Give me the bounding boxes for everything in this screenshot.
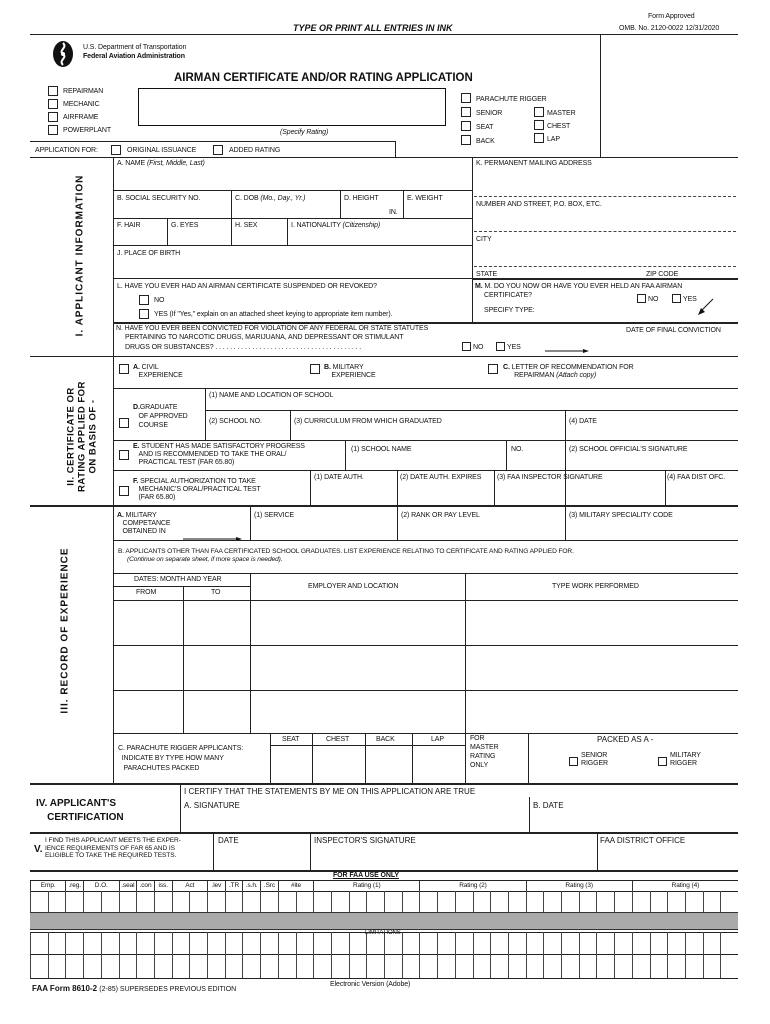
faa-grid-cell[interactable] xyxy=(561,932,579,954)
faa-column-header: Rating (4) xyxy=(632,881,738,891)
faa-grid-cell[interactable] xyxy=(331,932,349,954)
faa-grid-cell[interactable] xyxy=(48,891,66,912)
section-4-title: IV. APPLICANT'S CERTIFICATION xyxy=(36,798,124,823)
suspended-yes-label: YES (If "Yes," explain on an attached sheet keying to appropriate item number). xyxy=(154,311,393,318)
faa-grid-cell[interactable] xyxy=(703,932,721,954)
faa-grid-cell[interactable] xyxy=(437,932,455,954)
faa-grid-cell[interactable] xyxy=(101,954,119,978)
faa-grid-cell[interactable] xyxy=(703,954,721,978)
faa-column-header: Rating (2) xyxy=(419,881,525,891)
graduation-date-label: (4) DATE xyxy=(569,418,597,425)
dept-name: U.S. Department of Transportation xyxy=(83,44,187,51)
faa-column-header: Rating (3) xyxy=(526,881,632,891)
weight-label: E. WEIGHT xyxy=(407,195,443,202)
held-certificate-question-2: CERTIFICATE? xyxy=(484,292,532,299)
faa-grid-cell[interactable] xyxy=(526,932,544,954)
limitations-label: LIMITATIONS xyxy=(365,930,401,936)
faa-grid-cell[interactable] xyxy=(473,932,491,954)
faa-grid-cell[interactable] xyxy=(490,891,508,912)
omb-number: OMB. No. 2120-0022 12/31/2020 xyxy=(619,25,720,32)
faa-grid-cell[interactable] xyxy=(136,954,154,978)
senior-checkbox[interactable] xyxy=(461,107,471,117)
signature-input[interactable] xyxy=(181,812,529,831)
street-label: NUMBER AND STREET, P.O. BOX, ETC. xyxy=(476,201,602,208)
faa-grid-cell[interactable] xyxy=(313,954,331,978)
to-label: TO xyxy=(211,589,221,596)
sex-label: H. SEX xyxy=(235,222,258,229)
arrow-right-icon xyxy=(183,530,243,548)
faa-grid-cell[interactable] xyxy=(455,891,473,912)
faa-grid-cell[interactable] xyxy=(207,891,225,912)
faa-grid-cell[interactable] xyxy=(650,954,668,978)
faa-grid-cell[interactable] xyxy=(384,954,402,978)
dates-label: DATES: MONTH AND YEAR xyxy=(134,576,222,583)
back-label: BACK xyxy=(476,138,495,145)
faa-grid-cell[interactable] xyxy=(278,932,296,954)
experience-hint: (Continue on separate sheet, if more space is needed). xyxy=(127,556,283,563)
faa-grid-cell[interactable] xyxy=(632,891,650,912)
faa-grid-cell[interactable] xyxy=(561,954,579,978)
faa-grid-cell[interactable] xyxy=(614,932,632,954)
school-no-label: (2) SCHOOL NO. xyxy=(209,418,262,425)
military-rigger-label: MILITARY RIGGER xyxy=(670,752,701,767)
faa-grid-cell[interactable] xyxy=(101,932,119,954)
form-approved: Form Approved xyxy=(648,13,695,20)
faa-column-header: D.O. xyxy=(83,881,118,891)
employer-label: EMPLOYER AND LOCATION xyxy=(308,583,399,590)
faa-grid-cell[interactable] xyxy=(561,891,579,912)
work-performed-label: TYPE WORK PERFORMED xyxy=(552,583,639,590)
faa-column-header: iss. xyxy=(154,881,172,891)
faa-grid-cell[interactable] xyxy=(154,954,172,978)
packed-as-label: PACKED AS A - xyxy=(597,735,654,744)
faa-grid-cell[interactable] xyxy=(260,954,278,978)
arrow-icon xyxy=(696,297,716,322)
conviction-date-label: DATE OF FINAL CONVICTION xyxy=(626,327,721,334)
conviction-yes-label: YES xyxy=(507,344,521,351)
ssn-label: B. SOCIAL SECURITY NO. xyxy=(117,195,201,202)
faa-grid-cell[interactable] xyxy=(614,891,632,912)
faa-grid-cell[interactable] xyxy=(83,954,101,978)
faa-grid-cell[interactable] xyxy=(65,954,83,978)
conviction-yes-checkbox[interactable] xyxy=(496,342,505,351)
specify-type-label: SPECIFY TYPE: xyxy=(484,307,535,314)
signature-label: A. SIGNATURE xyxy=(184,801,240,810)
faa-grid-cell[interactable] xyxy=(614,954,632,978)
back-count-label: BACK xyxy=(376,736,395,743)
faa-grid-cell[interactable] xyxy=(30,954,48,978)
faa-grid-cell[interactable] xyxy=(225,954,243,978)
conviction-question-3: DRUGS OR SUBSTANCES? . . . . . . . . . . . . . . . . . . . . . . . . . . . . . . . . . . . . . . . . xyxy=(125,344,362,351)
faa-grid-cell[interactable] xyxy=(419,891,437,912)
mechanic-label: MECHANIC xyxy=(63,101,100,108)
rank-label: (2) RANK OR PAY LEVEL xyxy=(401,512,480,519)
faa-grid-cell[interactable] xyxy=(278,954,296,978)
faa-grid-cell[interactable] xyxy=(189,932,207,954)
faa-grid-cell[interactable] xyxy=(685,932,703,954)
faa-grid-cell[interactable] xyxy=(65,891,83,912)
faa-grid-cell[interactable] xyxy=(650,891,668,912)
faa-grid-cell[interactable] xyxy=(437,954,455,978)
e-no-label: NO. xyxy=(511,446,524,453)
inspector-signature-label: (3) FAA INSPECTOR SIGNATURE xyxy=(497,474,603,481)
faa-grid-cell[interactable] xyxy=(260,932,278,954)
conviction-question-2: PERTAINING TO NARCOTIC DRUGS, MARIJUANA, AND DEPRESSANT OR STIMULANT xyxy=(125,334,404,341)
faa-grid-cell[interactable] xyxy=(490,932,508,954)
experience-row[interactable] xyxy=(114,691,737,733)
faa-grid-cell[interactable] xyxy=(296,891,314,912)
held-certificate-question: M. M. DO YOU NOW OR HAVE YOU EVER HELD AN FAA AIRMAN xyxy=(475,283,683,290)
faa-grid-cell[interactable] xyxy=(225,932,243,954)
faa-grid-cell[interactable] xyxy=(296,932,314,954)
faa-grid-cell[interactable] xyxy=(543,891,561,912)
faa-grid-cell[interactable] xyxy=(366,954,384,978)
faa-grid-cell[interactable] xyxy=(136,891,154,912)
lap-checkbox[interactable] xyxy=(534,133,544,143)
faa-column-header: .s.h. xyxy=(242,881,260,891)
faa-grid-cell[interactable] xyxy=(720,932,738,954)
graduate-checkbox[interactable] xyxy=(119,418,129,428)
airframe-label: AIRFRAME xyxy=(63,114,99,121)
faa-grid-cell[interactable] xyxy=(366,891,384,912)
faa-grid-cell[interactable] xyxy=(296,954,314,978)
date-auth-label: (1) DATE AUTH. xyxy=(314,474,364,481)
faa-grid-cell[interactable] xyxy=(207,954,225,978)
rigger-applicants-label: C. PARACHUTE RIGGER APPLICANTS: INDICATE BY TYPE HOW MANY PARACHUTES PACKED xyxy=(118,745,244,772)
faa-grid-cell[interactable] xyxy=(136,932,154,954)
suspended-question: L. HAVE YOU EVER HAD AN AIRMAN CERTIFICATE SUSPENDED OR REVOKED? xyxy=(117,283,377,290)
faa-grid-cell[interactable] xyxy=(65,932,83,954)
powerplant-checkbox[interactable] xyxy=(48,125,58,135)
specify-rating-label: (Specify Rating) xyxy=(280,129,329,136)
faa-grid-cell[interactable] xyxy=(473,954,491,978)
school-official-signature-label: (2) SCHOOL OFFICIAL'S SIGNATURE xyxy=(569,446,688,453)
specialty-code-label: (3) MILITARY SPECIALITY CODE xyxy=(569,512,673,519)
electronic-version: Electronic Version (Adobe) xyxy=(330,981,411,988)
faa-grid-cell[interactable] xyxy=(260,891,278,912)
section-3-title: III. RECORD OF EXPERIENCE xyxy=(59,547,71,714)
faa-grid-cell[interactable] xyxy=(331,891,349,912)
faa-grid-cell[interactable] xyxy=(650,932,668,954)
parachute-rigger-checkbox[interactable] xyxy=(461,93,471,103)
e-school-name-label: (1) SCHOOL NAME xyxy=(351,446,412,453)
dist-office-label: (4) FAA DIST OFC. xyxy=(667,474,726,481)
suspended-no-label: NO xyxy=(154,297,165,304)
held-no-checkbox[interactable] xyxy=(637,294,646,303)
powerplant-label: POWERPLANT xyxy=(63,127,112,134)
form-title: AIRMAN CERTIFICATE AND/OR RATING APPLICATION xyxy=(174,72,473,84)
experience-finding: I FIND THIS APPLICANT MEETS THE EXPER- IENCE REQUIREMENTS OF FAR 65 AND IS ELIGIBLE TO TAKE THE REQUIRED TESTS. xyxy=(45,837,181,859)
faa-grid-cell[interactable] xyxy=(596,891,614,912)
service-label: (1) SERVICE xyxy=(254,512,295,519)
height-label: D. HEIGHT xyxy=(344,195,379,202)
faa-use-title: FOR FAA USE ONLY xyxy=(333,872,399,879)
experience-row[interactable] xyxy=(114,601,737,645)
faa-grid-cell[interactable] xyxy=(30,932,48,954)
faa-grid-cell[interactable] xyxy=(508,932,526,954)
civil-experience-label: A. CIVIL EXPERIENCE xyxy=(133,364,183,379)
lap-count-label: LAP xyxy=(431,736,444,743)
state-label: STATE xyxy=(476,271,498,278)
faa-grid-cell[interactable] xyxy=(490,954,508,978)
added-rating-checkbox[interactable] xyxy=(213,145,223,155)
conviction-no-checkbox[interactable] xyxy=(462,342,471,351)
curriculum-label: (3) CURRICULUM FROM WHICH GRADUATED xyxy=(294,418,442,425)
faa-grid-cell[interactable] xyxy=(119,954,137,978)
faa-column-header: .TR xyxy=(225,881,243,891)
section-5-roman: V. xyxy=(34,844,43,855)
faa-grid-cell[interactable] xyxy=(402,954,420,978)
military-rigger-checkbox[interactable] xyxy=(658,757,667,766)
district-office-label: FAA DISTRICT OFFICE xyxy=(600,836,686,845)
faa-column-header: Rating (1) xyxy=(313,881,419,891)
faa-grid-cell[interactable] xyxy=(437,891,455,912)
zip-label: ZIP CODE xyxy=(646,271,679,278)
arrow-right-icon xyxy=(545,342,590,360)
graduate-label: D.GRADUATE OF APPROVED COURSE xyxy=(133,404,188,429)
repairman-checkbox[interactable] xyxy=(48,86,58,96)
faa-grid-cell[interactable] xyxy=(331,954,349,978)
date-expires-label: (2) DATE AUTH. EXPIRES xyxy=(400,474,482,481)
faa-grid-cell[interactable] xyxy=(242,954,260,978)
faa-grid-cell[interactable] xyxy=(508,891,526,912)
faa-grid-cell[interactable] xyxy=(313,932,331,954)
section-2-title: II. CERTIFICATE OR RATING APPLIED FOR ON BASIS OF - xyxy=(65,381,99,492)
faa-grid-cell[interactable] xyxy=(189,891,207,912)
faa-grid-cell[interactable] xyxy=(667,932,685,954)
faa-grid-cell[interactable] xyxy=(225,891,243,912)
suspended-no-checkbox[interactable] xyxy=(139,295,149,305)
faa-grid-cell[interactable] xyxy=(526,891,544,912)
faa-grid-cell[interactable] xyxy=(83,891,101,912)
faa-grid-cell[interactable] xyxy=(579,954,597,978)
faa-grid-cell[interactable] xyxy=(667,954,685,978)
seat-label: SEAT xyxy=(476,124,494,131)
special-authorization-checkbox[interactable] xyxy=(119,486,129,496)
seat-checkbox[interactable] xyxy=(461,121,471,131)
certify-statement: I CERTIFY THAT THE STATEMENTS BY ME ON THIS APPLICATION ARE TRUE xyxy=(184,787,476,796)
specify-rating-input[interactable] xyxy=(138,88,446,126)
senior-label: SENIOR xyxy=(476,110,503,117)
application-for-label: APPLICATION FOR: xyxy=(35,147,98,154)
experience-instructions: B. APPLICANTS OTHER THAN FAA CERTIFICATED SCHOOL GRADUATES. LIST EXPERIENCE RELATING TO CERTIFICATE AND RATING APPLIED FOR. xyxy=(118,548,574,555)
chest-checkbox[interactable] xyxy=(534,120,544,130)
hair-label: F. HAIR xyxy=(117,222,141,229)
military-experience-label: B. MILITARY EXPERIENCE xyxy=(324,364,376,379)
letter-recommendation-label: C. LETTER OF RECOMMENDATION FOR REPAIRMAN (Attach copy) xyxy=(503,364,634,379)
civil-experience-checkbox[interactable] xyxy=(119,364,129,374)
faa-grid-cell[interactable] xyxy=(242,891,260,912)
faa-column-header: .reg. xyxy=(65,881,83,891)
faa-grid-cell[interactable] xyxy=(172,954,190,978)
faa-grid-cell[interactable] xyxy=(508,954,526,978)
faa-grid-cell[interactable] xyxy=(402,932,420,954)
inspector-date-label: DATE xyxy=(218,836,239,845)
chest-count-label: CHEST xyxy=(326,736,350,743)
faa-grid-cell[interactable] xyxy=(543,954,561,978)
faa-grid-cell[interactable] xyxy=(720,891,738,912)
shaded-band xyxy=(30,912,738,930)
faa-grid-cell[interactable] xyxy=(473,891,491,912)
faa-grid-cell[interactable] xyxy=(349,932,367,954)
mechanic-checkbox[interactable] xyxy=(48,99,58,109)
chest-label: CHEST xyxy=(547,123,571,130)
faa-column-header: .seal xyxy=(119,881,137,891)
faa-grid-cell[interactable] xyxy=(720,954,738,978)
faa-grid-cell[interactable] xyxy=(48,932,66,954)
airframe-checkbox[interactable] xyxy=(48,112,58,122)
faa-grid-cell[interactable] xyxy=(207,932,225,954)
nationality-label: I. NATIONALITY (Citizenship) xyxy=(291,222,381,229)
seat-count-label: SEAT xyxy=(282,736,300,743)
experience-row[interactable] xyxy=(114,646,737,690)
inspector-signature-label: INSPECTOR'S SIGNATURE xyxy=(314,836,416,845)
faa-column-header: Act xyxy=(172,881,207,891)
ink-instruction: TYPE OR PRINT ALL ENTRIES IN INK xyxy=(293,23,453,33)
faa-grid-cell[interactable] xyxy=(579,932,597,954)
faa-grid-cell[interactable] xyxy=(526,954,544,978)
senior-rigger-label: SENIOR RIGGER xyxy=(581,752,609,767)
faa-grid-cell[interactable] xyxy=(242,932,260,954)
master-rating-label: FOR MASTER RATING ONLY xyxy=(470,735,499,769)
faa-grid-cell[interactable] xyxy=(402,891,420,912)
height-unit: IN. xyxy=(389,209,398,216)
faa-grid-cell[interactable] xyxy=(596,932,614,954)
original-issuance-checkbox[interactable] xyxy=(111,145,121,155)
faa-grid-cell[interactable] xyxy=(455,932,473,954)
faa-grid-cell[interactable] xyxy=(30,891,48,912)
faa-grid-cell[interactable] xyxy=(101,891,119,912)
faa-grid-cell[interactable] xyxy=(83,932,101,954)
held-yes-label: YES xyxy=(683,296,697,303)
repairman-label: REPAIRMAN xyxy=(63,88,104,95)
student-progress-checkbox[interactable] xyxy=(119,450,129,460)
dob-label: C. DOB (Mo., Day., Yr.) xyxy=(235,195,306,202)
parachute-rigger-label: PARACHUTE RIGGER xyxy=(476,96,547,103)
faa-grid-cell[interactable] xyxy=(349,891,367,912)
faa-grid-cell[interactable] xyxy=(154,932,172,954)
master-label: MASTER xyxy=(547,110,576,117)
name-input[interactable] xyxy=(114,170,471,190)
faa-grid-cell[interactable] xyxy=(48,954,66,978)
faa-grid-cell[interactable] xyxy=(596,954,614,978)
letter-recommendation-checkbox[interactable] xyxy=(488,364,498,374)
faa-column-header: .Src xyxy=(260,881,278,891)
back-checkbox[interactable] xyxy=(461,135,471,145)
agency-name: Federal Aviation Administration xyxy=(83,53,185,60)
faa-grid-cell[interactable] xyxy=(189,954,207,978)
faa-column-header: #ite xyxy=(278,881,313,891)
eyes-label: G. EYES xyxy=(171,222,199,229)
faa-grid-cell[interactable] xyxy=(384,891,402,912)
form-number: FAA Form 8610-2 (2-85) SUPERSEDES PREVIOUS EDITION xyxy=(32,984,237,993)
suspended-yes-checkbox[interactable] xyxy=(139,309,149,319)
faa-grid-cell[interactable] xyxy=(419,954,437,978)
faa-grid-cell[interactable] xyxy=(419,932,437,954)
faa-grid-cell[interactable] xyxy=(579,891,597,912)
master-checkbox[interactable] xyxy=(534,107,544,117)
added-rating-label: ADDED RATING xyxy=(229,147,281,154)
from-label: FROM xyxy=(136,589,157,596)
faa-grid-cell[interactable] xyxy=(349,954,367,978)
name-label: A. NAME (First, Middle, Last) xyxy=(117,160,205,167)
faa-grid-cell[interactable] xyxy=(278,891,296,912)
faa-grid-cell[interactable] xyxy=(455,954,473,978)
senior-rigger-checkbox[interactable] xyxy=(569,757,578,766)
military-competence-label: A. MILITARY COMPETANCE OBTAINED IN xyxy=(117,512,171,535)
held-yes-checkbox[interactable] xyxy=(672,294,681,303)
military-experience-checkbox[interactable] xyxy=(310,364,320,374)
faa-grid-cell[interactable] xyxy=(172,891,190,912)
faa-grid-cell[interactable] xyxy=(667,891,685,912)
faa-column-header: Emp. xyxy=(30,881,65,891)
faa-grid-cell[interactable] xyxy=(119,932,137,954)
faa-grid-cell[interactable] xyxy=(119,891,137,912)
date-label: B. DATE xyxy=(533,801,564,810)
faa-grid-cell[interactable] xyxy=(543,932,561,954)
faa-grid-cell[interactable] xyxy=(172,932,190,954)
lap-label: LAP xyxy=(547,136,560,143)
held-no-label: NO xyxy=(648,296,659,303)
faa-grid-cell[interactable] xyxy=(632,954,650,978)
original-issuance-label: ORIGINAL ISSUANCE xyxy=(127,147,197,154)
faa-column-header: .lev xyxy=(207,881,225,891)
faa-grid-cell[interactable] xyxy=(632,932,650,954)
birthplace-label: J. PLACE OF BIRTH xyxy=(117,250,181,257)
faa-grid-cell[interactable] xyxy=(154,891,172,912)
section-1-title: I. APPLICANT INFORMATION xyxy=(74,174,86,337)
faa-grid-cell[interactable] xyxy=(685,954,703,978)
dot-logo-icon xyxy=(52,40,74,68)
conviction-no-label: NO xyxy=(473,344,484,351)
conviction-question: N. HAVE YOU EVER BEEN CONVICTED FOR VIOLATION OF ANY FEDERAL OR STATE STATUTES xyxy=(116,325,429,332)
city-label: CITY xyxy=(476,236,492,243)
faa-grid-cell[interactable] xyxy=(703,891,721,912)
special-authorization-label: F. SPECIAL AUTHORIZATION TO TAKE MECHANIC'S ORAL/PRACTICAL TEST (FAR 65.80) xyxy=(133,478,261,501)
faa-grid-cell[interactable] xyxy=(685,891,703,912)
faa-grid-cell[interactable] xyxy=(313,891,331,912)
address-label: K. PERMANENT MAILING ADDRESS xyxy=(476,160,592,167)
school-name-label: (1) NAME AND LOCATION OF SCHOOL xyxy=(209,392,334,399)
student-progress-label: E. STUDENT HAS MADE SATISFACTORY PROGRESS AND IS RECOMMENDED TO TAKE THE ORAL/ PRACTICAL TEST (FAR 65.80) xyxy=(133,443,305,466)
faa-column-header: .con xyxy=(136,881,154,891)
